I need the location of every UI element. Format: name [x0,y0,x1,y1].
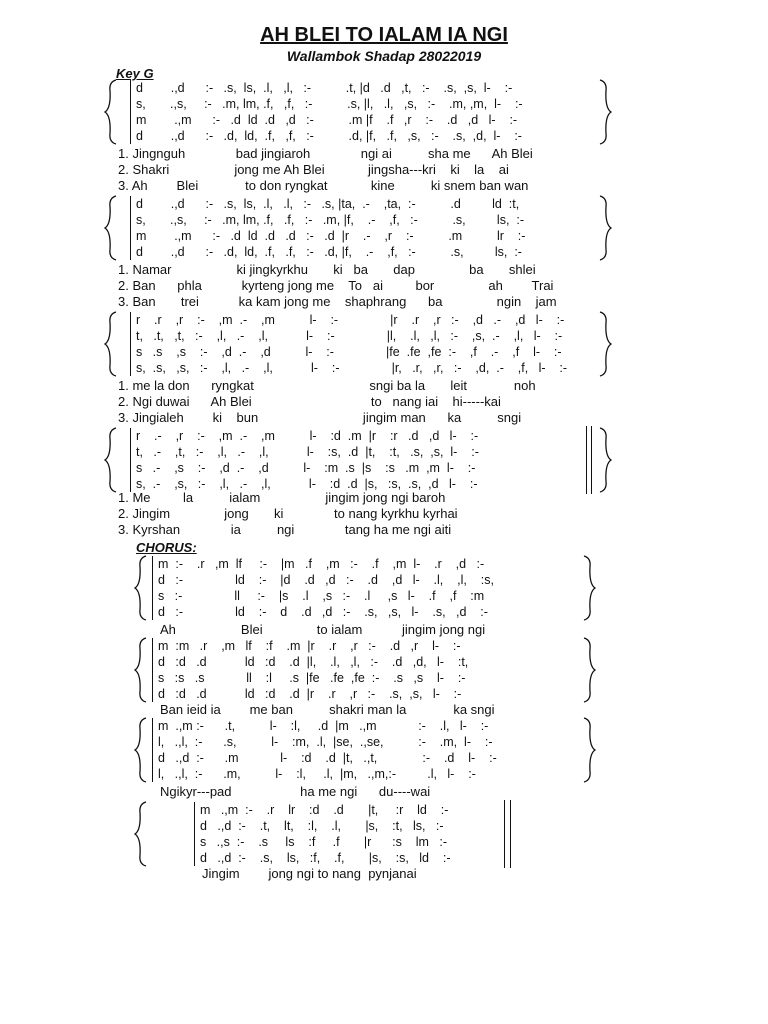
chorus-label: CHORUS: [136,540,197,555]
chorus-brace-left [134,555,150,621]
chorus-brace-right [580,637,596,703]
song-title: AH BLEI TO IALAM IA NGI [260,24,508,46]
chorus-solfa-line: s :- ll :- |s .l ,s :- .l ,s l- .f ,f :m [158,589,485,603]
chorus-solfa-line: d .,d :- .s, ls, :f, .f, |s, :s, ld :- [200,851,451,865]
solfa-part-line: t, .t, ,t, :- ,l, .- ,l, l- :- |l, .l, ,l, :- ,s, .- ,l, l- :- [136,329,563,343]
lyric-line: 2. Ngi duwai Ah Blei to nang iai hi-----kai [118,394,501,409]
lyric-line: 3. Ah Blei to don ryngkat kine ki snem ban wan [118,178,529,193]
final-barline [504,800,505,868]
chorus-solfa-line: d :- ld :- d .d ,d :- .s, ,s, l- .s, ,d :- [158,605,488,619]
system-brace-left [104,195,120,261]
chorus-lyric-line: Jingim jong ngi to nang pynjanai [202,866,417,881]
final-barline [586,426,587,494]
key-signature: Key G [116,66,154,81]
chorus-solfa-line: d .,d :- .t, lt, :l, .l, |s, :t, ls, :- [200,819,444,833]
lyric-line: 3. Jingialeh ki bun jingim man ka sngi [118,410,522,425]
solfa-part-line: s, .,s, :- .m, lm, .f, .f, :- .m, |f, .- ,f, :- .s, ls, :- [136,213,524,227]
chorus-lyric-line: Ngikyr---pad ha me ngi du----wai [160,784,431,799]
chorus-solfa-line: d :d .d ld :d .d |r .r ,r :- .s, ,s, l- :- [158,687,462,701]
chorus-lyric-line: Ah Blei to ialam jingim jong ngi [160,622,486,637]
solfa-part-line: r .r ,r :- ,m .- ,m l- :- |r .r ,r :- ,d .- ,d l- :- [136,313,565,327]
lyric-line: 1. me la don ryngkat sngi ba la leit noh [118,378,536,393]
chorus-brace-left [134,801,150,867]
chorus-solfa-line: s .,s :- .s ls :f .f |r :s lm :- [200,835,448,849]
chorus-brace-left [134,717,150,783]
chorus-solfa-line: d :- ld :- |d .d ,d :- .d ,d l- .l, ,l, :s, [158,573,494,587]
system-start-barline [130,80,131,144]
chorus-solfa-line: l, .,l, :- .s, l- :m, .l, |se, .,se, :- .m, l- :- [158,735,493,749]
solfa-part-line: m .,m :- .d ld .d ,d :- .m |f .f ,r :- .d ,d l- :- [136,113,518,127]
chorus-brace-right [580,555,596,621]
lyric-line: 1. Me la ialam jingim jong ngi baroh [118,490,446,505]
system-brace-right [596,311,612,377]
chorus-solfa-line: m :- .r ,m lf :- |m .f ,m :- .f ,m l- .r ,d :- [158,557,485,571]
chorus-solfa-line: s :s .s ll :l .s |fe .fe ,fe :- .s ,s l- :- [158,671,466,685]
solfa-part-line: d .,d :- .d, ld, .f, .f, :- .d, |f, .- ,f, :- .s, ls, :- [136,245,522,259]
final-barline [510,800,511,868]
chorus-brace-left [134,637,150,703]
chorus-solfa-line: l, .,l, :- .m, l- :l, .l, |m, .,m,:- .l, l- :- [158,767,476,781]
solfa-part-line: s, .s, ,s, :- ,l, .- ,l, l- :- |r, .r, ,r, :- ,d, .- ,f, l- :- [136,361,568,375]
chorus-lyric-line: Ban ieid ia me ban shakri man la ka sngi [160,702,495,717]
lyric-line: 1. Jingnguh bad jingiaroh ngi ai sha me Ah Blei [118,146,533,161]
solfa-part-line: d .,d :- .s, ls, .l, .l, :- .s, |ta, .- ,ta, :- .d ld :t, [136,197,520,211]
system-brace-right [596,195,612,261]
chorus-solfa-line: m .,m :- .r lr :d .d |t, :r ld :- [200,803,449,817]
chorus-solfa-line: m :m .r ,m lf :f .m |r .r ,r :- .d ,r l- :- [158,639,461,653]
system-brace-left [104,79,120,145]
lyric-line: 2. Jingim jong ki to nang kyrkhu kyrhai [118,506,458,521]
lyric-line: 3. Ban trei ka kam jong me shaphrang ba ngin jam [118,294,557,309]
solfa-part-line: s, .,s, :- .m, lm, .f, ,f, :- .s, |l, .l, ,s, :- .m, ,m, l- :- [136,97,523,111]
lyric-line: 1. Namar ki jingkyrkhu ki ba dap ba shlei [118,262,536,277]
composer-date: Wallambok Shadap 28022019 [286,48,482,64]
solfa-part-line: d .,d :- .d, ld, .f, ,f, :- .d, |f, .f, ,s, :- .s, ,d, l- :- [136,129,522,143]
solfa-part-line: r .- ,r :- ,m .- ,m l- :d .m |r :r .d ,d l- :- [136,429,479,443]
chorus-start-barline [152,718,153,782]
chorus-start-barline [194,802,195,866]
chorus-brace-right [580,717,596,783]
chorus-start-barline [152,556,153,620]
system-start-barline [130,428,131,492]
solfa-part-line: m .,m :- .d ld .d .d :- .d |r .- ,r :- .m lr :- [136,229,526,243]
chorus-solfa-line: d :d .d ld :d .d |l, .l, ,l, :- .d ,d, l- :t, [158,655,469,669]
final-barline [591,426,592,494]
solfa-part-line: s .- ,s :- ,d .- ,d l- :m .s |s :s .m ,m l- :- [136,461,476,475]
chorus-solfa-line: m .,m :- .t, l- :l, .d |m .,m :- .l, l- :- [158,719,489,733]
chorus-solfa-line: d .,d :- .m l- :d .d |t, .,t, :- .d l- :- [158,751,497,765]
lyric-line: 2. Ban phla kyrteng jong me To ai bor ah Trai [118,278,554,293]
system-brace-right [596,79,612,145]
solfa-part-line: s .s ,s :- ,d .- ,d l- :- |fe .fe ,fe :- ,f .- ,f l- :- [136,345,562,359]
lyric-line: 2. Shakri jong me Ah Blei jingsha---kri ki la ai [118,162,509,177]
lyric-line: 3. Kyrshan ia ngi tang ha me ngi aiti [118,522,452,537]
system-brace-right [596,427,612,493]
solfa-part-line: d .,d :- .s, ls, .l, ,l, :- .t, |d .d ,t, :- .s, ,s, l- :- [136,81,513,95]
system-start-barline [130,312,131,376]
chorus-start-barline [152,638,153,702]
system-brace-left [104,311,120,377]
solfa-part-line: s, .- ,s, :- ,l, .- ,l, l- :d .d |s, :s, .s, ,d l- :- [136,477,478,491]
system-brace-left [104,427,120,493]
solfa-part-line: t, .- ,t, :- ,l, .- ,l, l- :s, .d |t, :t, .s, ,s, l- :- [136,445,479,459]
system-start-barline [130,196,131,260]
